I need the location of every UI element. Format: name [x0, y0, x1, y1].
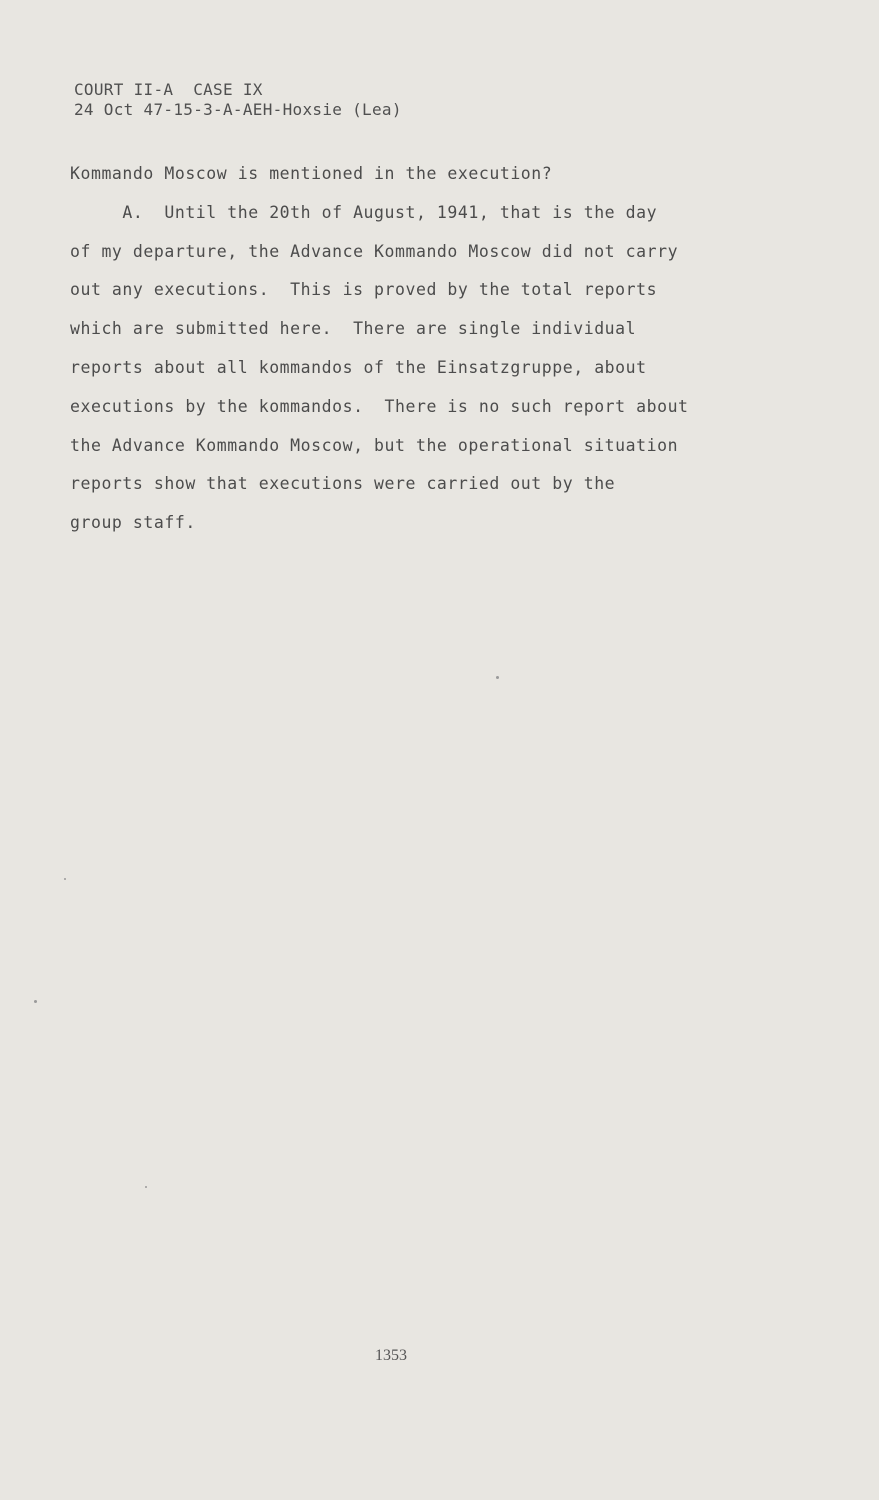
text-line: Kommando Moscow is mentioned in the execution? — [70, 164, 553, 183]
paper-speck — [145, 1186, 147, 1188]
testimony-text — [70, 155, 770, 543]
text-line: reports show that executions were carried out by the — [70, 474, 616, 494]
text-line: out any executions. This is proved by the total reports — [70, 280, 658, 300]
court-case-line: COURT II-A CASE IX — [74, 80, 263, 99]
text-line: of my departure, the Advance Kommando Moscow did not carry — [70, 241, 679, 261]
page-number: 1353 — [375, 1347, 407, 1364]
date-reference-line: 24 Oct 47-15-3-A-AEH-Hoxsie (Lea) — [74, 100, 402, 119]
case-header — [74, 80, 402, 120]
paper-speck — [496, 676, 499, 679]
text-line: reports about all kommandos of the Einsatzgruppe, about — [70, 357, 647, 377]
text-line: executions by the kommandos. There is no such report about — [70, 396, 689, 416]
text-line: A. Until the 20th of August, 1941, that is the day — [70, 202, 658, 222]
text-line: which are submitted here. There are single individual — [70, 319, 637, 339]
paper-speck — [64, 878, 66, 880]
paper-speck — [34, 1000, 37, 1003]
text-line: group staff. — [70, 513, 196, 533]
text-line: the Advance Kommando Moscow, but the operational situation — [70, 435, 679, 455]
